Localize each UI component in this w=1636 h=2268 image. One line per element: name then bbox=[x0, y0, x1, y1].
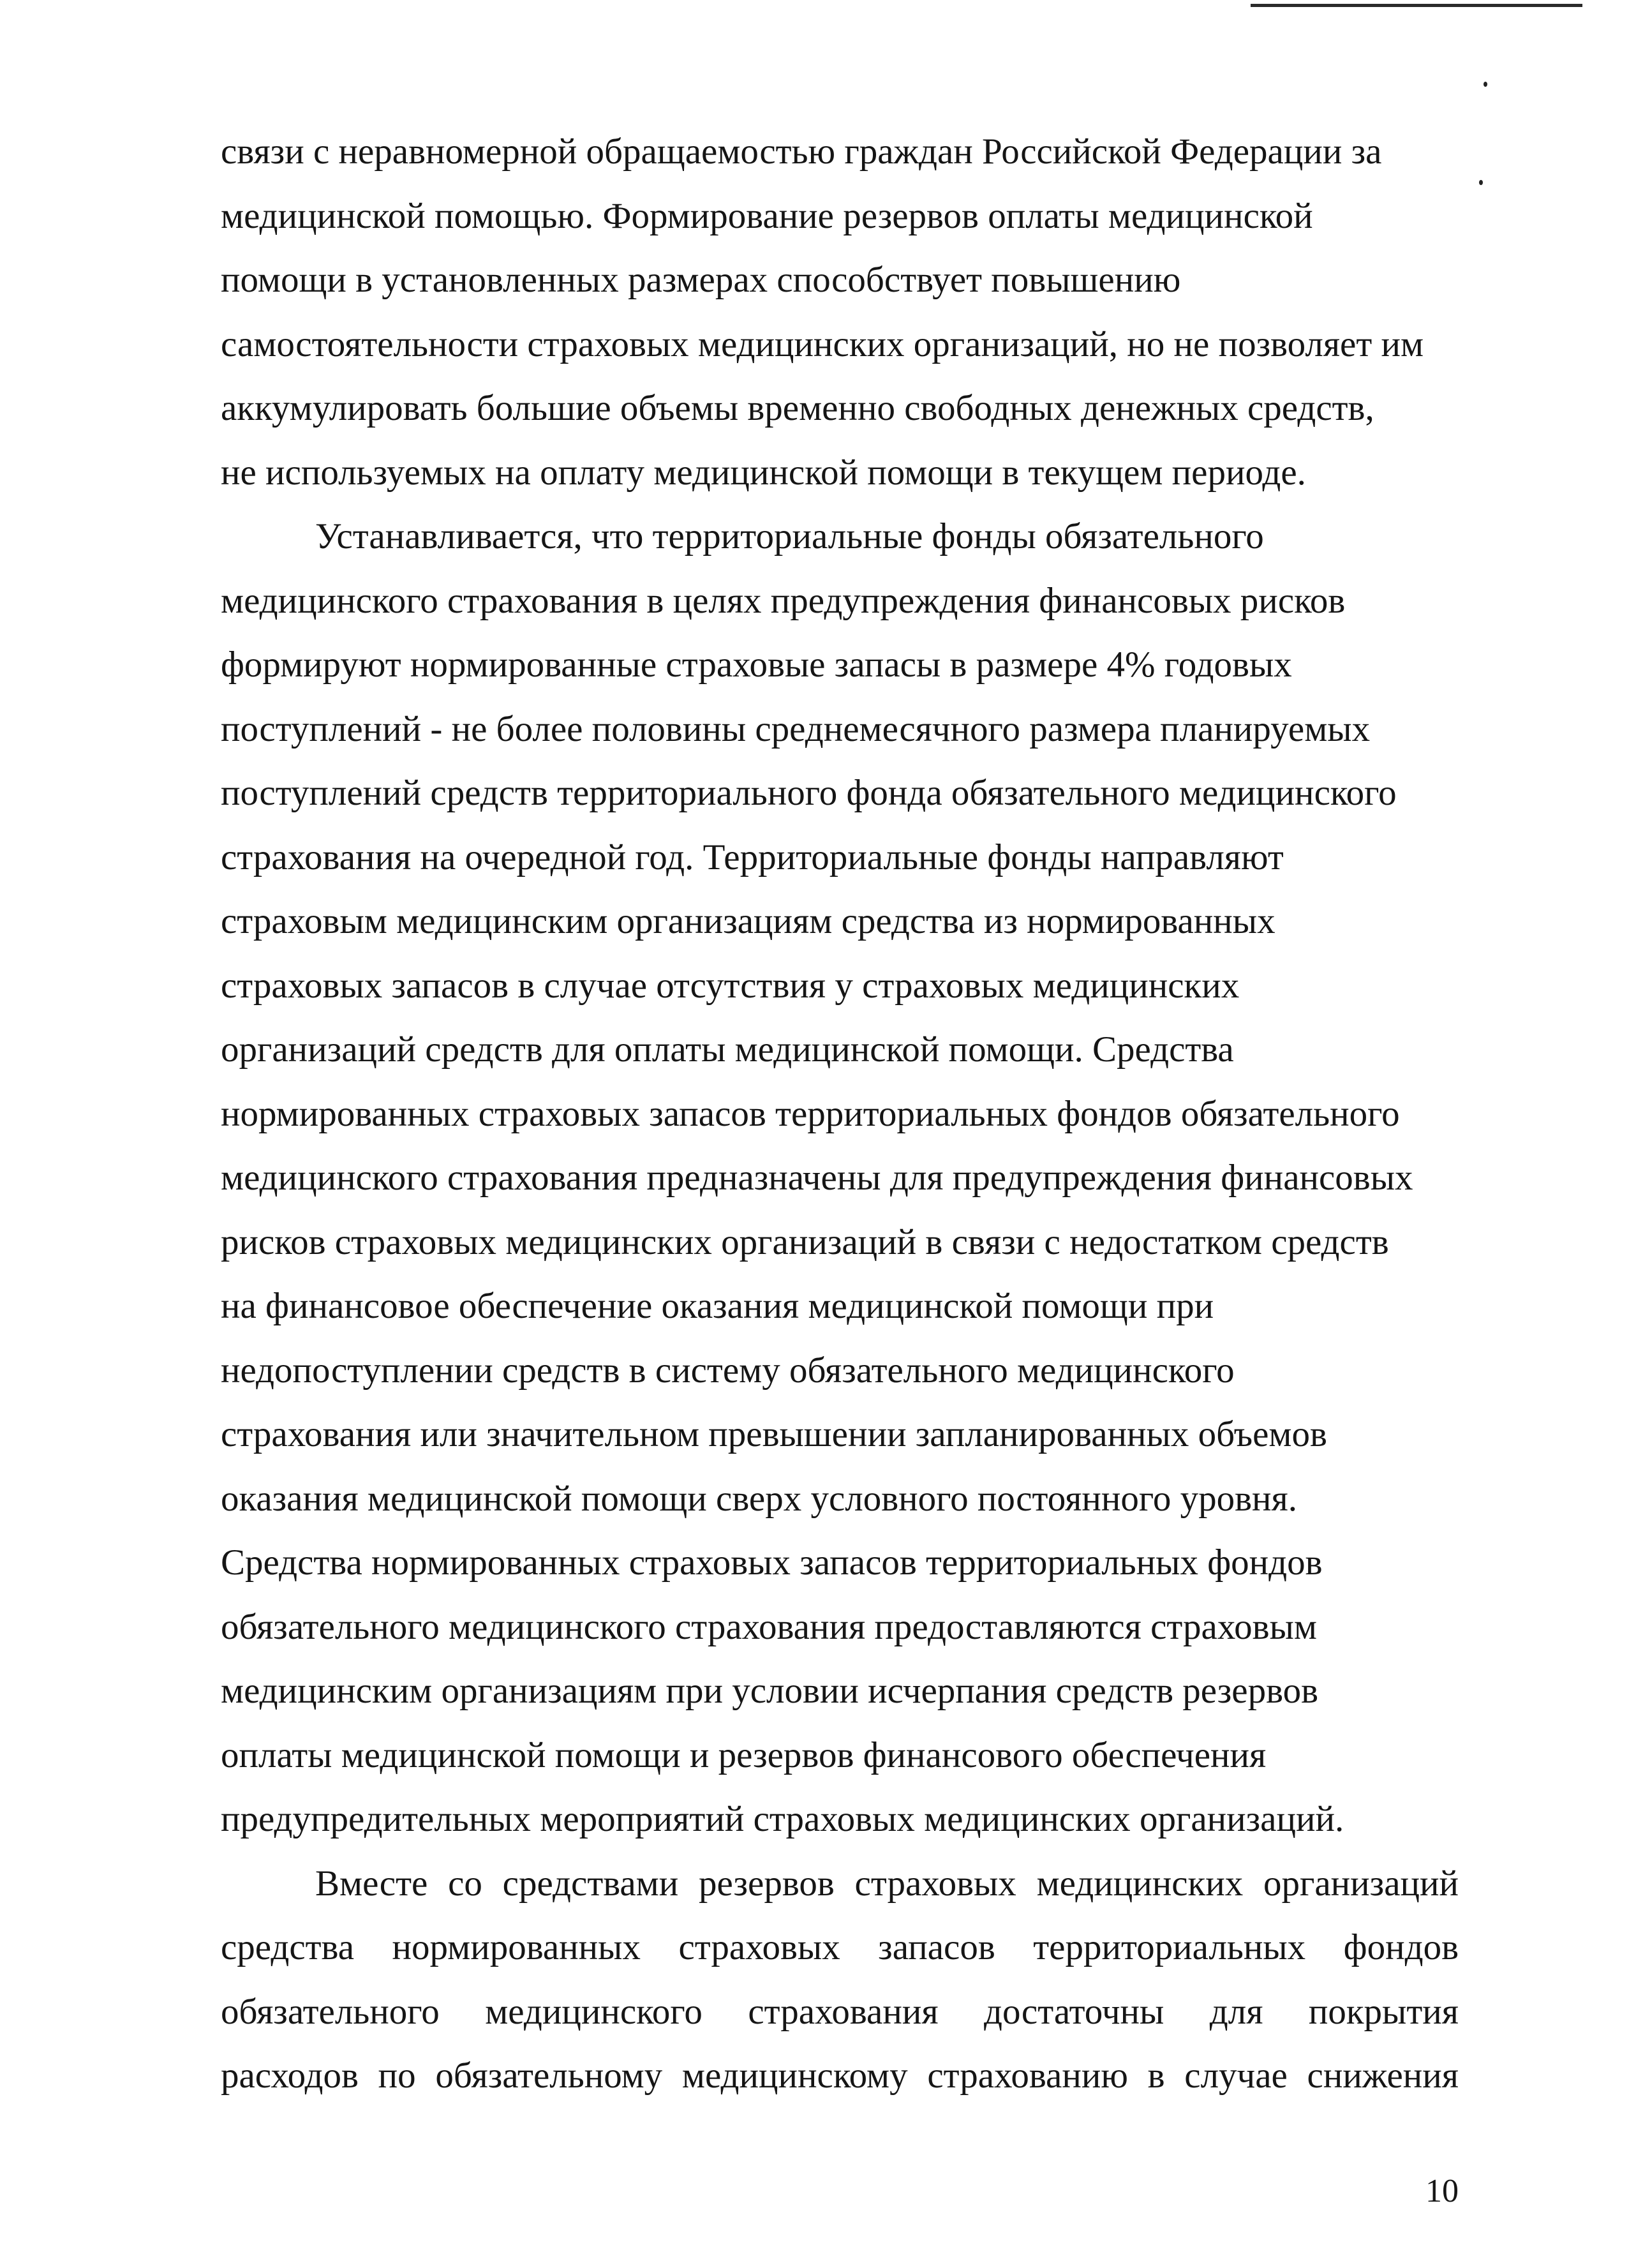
text-line: самостоятельности страховых медицинских организаций, но не позволяет им bbox=[221, 324, 1424, 364]
text-line: расходов по обязательному медицинскому страхованию в случае снижения bbox=[221, 2055, 1459, 2096]
text-line: Вместе со средствами резервов страховых медицинских организаций bbox=[315, 1863, 1459, 1904]
scan-speck bbox=[1479, 180, 1483, 185]
text-line: поступлений - не более половины среднемесячного размера планируемых bbox=[221, 708, 1371, 749]
text-line: страхования на очередной год. Территориальные фонды направляют bbox=[221, 837, 1284, 877]
page-number: 10 bbox=[1425, 2173, 1459, 2209]
text-line: медицинского страхования в целях предупреждения финансовых рисков bbox=[221, 580, 1346, 621]
text-line: медицинского страхования предназначены для предупреждения финансовых bbox=[221, 1158, 1413, 1198]
text-line: обязательного медицинского страхования предоставляются страховым bbox=[221, 1606, 1317, 1647]
text-line: страхования или значительном превышении запланированных объемов bbox=[221, 1414, 1327, 1454]
text-line: Средства нормированных страховых запасов территориальных фондов bbox=[221, 1542, 1323, 1583]
paragraph-3 bbox=[221, 1852, 1459, 2108]
text-line: оплаты медицинской помощи и резервов финансового обеспечения bbox=[221, 1735, 1267, 1775]
text-line: поступлений средств территориального фонда обязательного медицинского bbox=[221, 773, 1397, 813]
text-line: Устанавливается, что территориальные фонды обязательного bbox=[315, 516, 1264, 556]
text-line: рисков страховых медицинских организаций в связи с недостатком средств bbox=[221, 1221, 1389, 1262]
top-edge-rule bbox=[1251, 4, 1582, 7]
text-line: предупредительных мероприятий страховых медицинских организаций. bbox=[221, 1799, 1344, 1839]
document-body bbox=[221, 120, 1459, 2108]
paragraph-1 bbox=[221, 120, 1459, 505]
text-line: страховых запасов в случае отсутствия у страховых медицинских bbox=[221, 965, 1240, 1006]
text-line: на финансовое обеспечение оказания медицинской помощи при bbox=[221, 1286, 1214, 1326]
text-line: обязательного медицинского страхования достаточны для покрытия bbox=[221, 1991, 1459, 2032]
text-line: оказания медицинской помощи сверх условного постоянного уровня. bbox=[221, 1478, 1297, 1519]
text-line: формируют нормированные страховые запасы в размере 4% годовых bbox=[221, 645, 1292, 685]
text-line: не используемых на оплату медицинской помощи в текущем периоде. bbox=[221, 452, 1306, 493]
text-line: средства нормированных страховых запасов территориальных фондов bbox=[221, 1927, 1459, 1967]
text-line: медицинской помощью. Формирование резервов оплаты медицинской bbox=[221, 195, 1313, 236]
text-line: связи с неравномерной обращаемостью граждан Российской Федерации за bbox=[221, 131, 1382, 172]
text-line: недопоступлении средств в систему обязательного медицинского bbox=[221, 1350, 1235, 1391]
text-line: страховым медицинским организациям средства из нормированных bbox=[221, 901, 1275, 941]
scan-speck bbox=[1484, 82, 1487, 87]
text-line: организаций средств для оплаты медицинской помощи. Средства bbox=[221, 1029, 1234, 1070]
text-line: помощи в установленных размерах способствует повышению bbox=[221, 260, 1181, 300]
text-line: нормированных страховых запасов территориальных фондов обязательного bbox=[221, 1093, 1400, 1134]
text-line: аккумулировать большие объемы временно свободных денежных средств, bbox=[221, 388, 1374, 428]
text-line: медицинским организациям при условии исчерпания средств резервов bbox=[221, 1671, 1319, 1711]
paragraph-2 bbox=[221, 505, 1459, 1852]
